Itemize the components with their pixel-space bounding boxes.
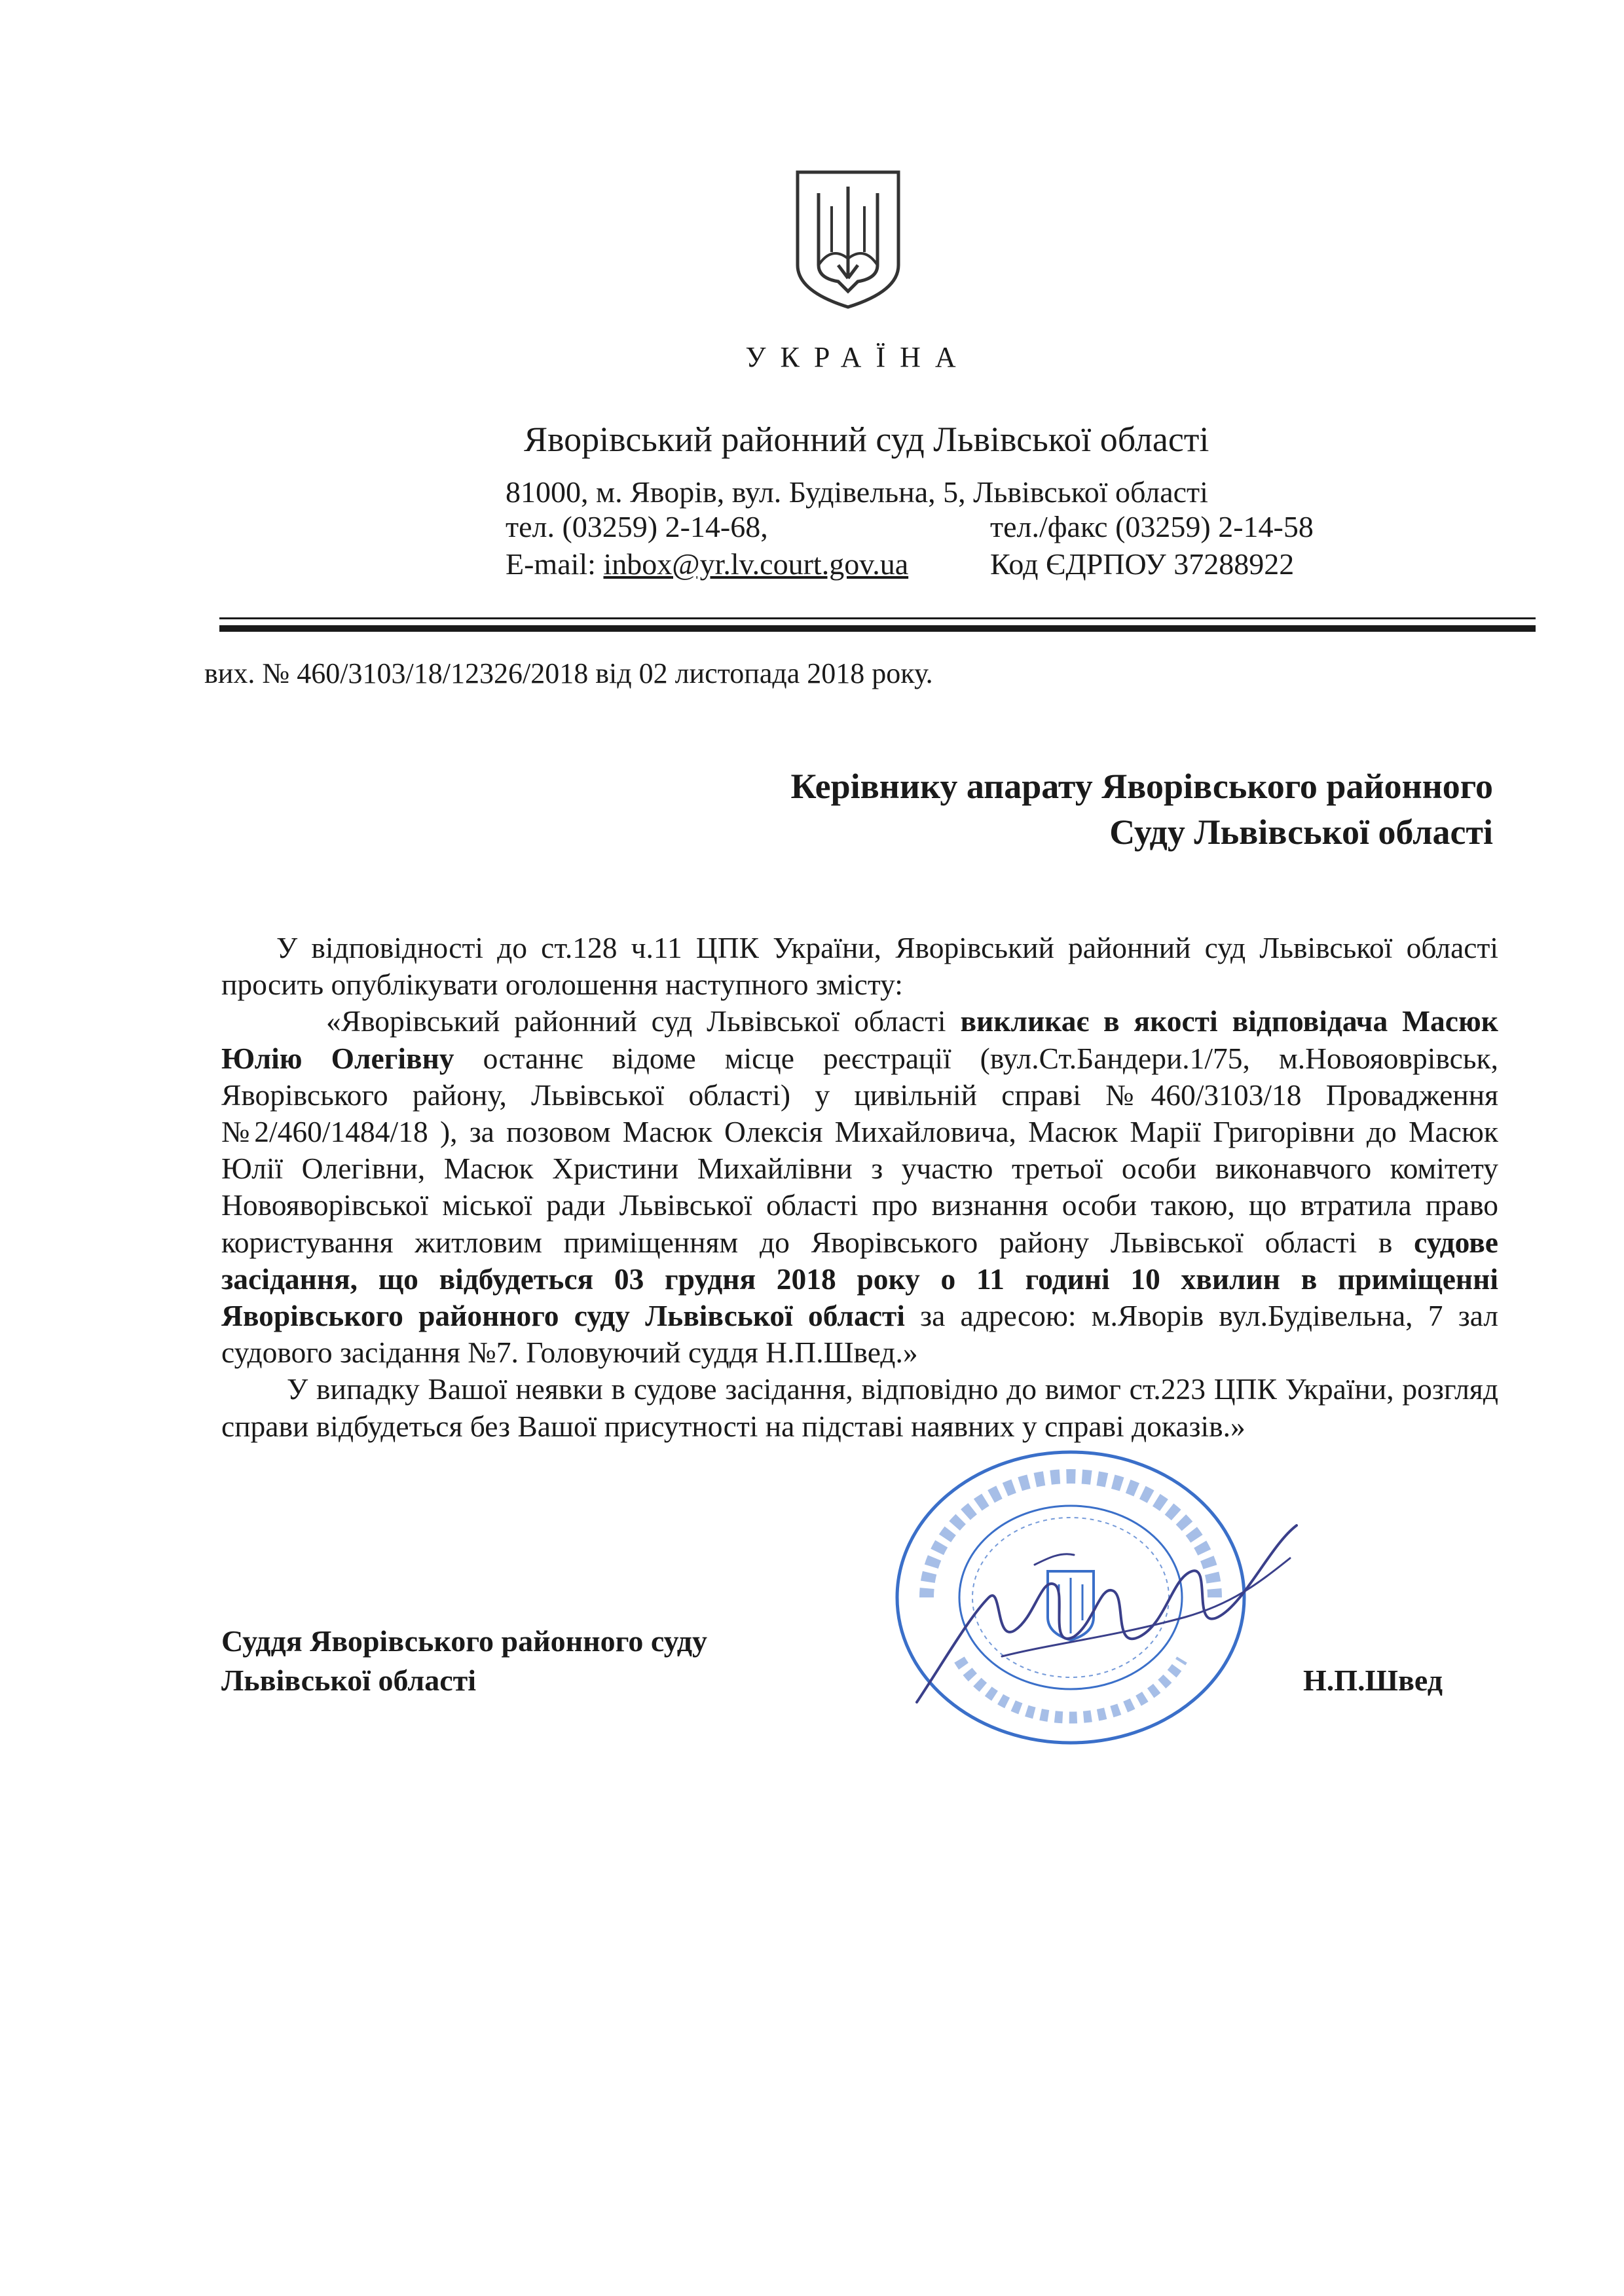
p2-part-e: за адресою: м.Яворів вул.Будівельна, 7 зал судового засідання №7. Головуючий суддя Н.П.Швед.» — [221, 1299, 1498, 1370]
email-link[interactable]: inbox@yr.lv.court.gov.ua — [603, 547, 909, 581]
body-paragraph-1: У відповідності до ст.128 ч.11 ЦПК України, Яворівський районний суд Львівської області просить опублікувати оголошення наступного змісту: — [221, 931, 1498, 1002]
p2-part-d: судове засідання, що відбудеться 03 грудня 2018 року о 11 годині 10 хвилин в приміщенні Яворівського районного суду Львівської області — [221, 1225, 1498, 1333]
court-name: Яворівський районний суд Львівської області — [524, 420, 1209, 459]
signatory-title-line-2: Львівської області — [221, 1664, 477, 1697]
email-label: E-mail: — [506, 547, 604, 581]
court-edrpou: Код ЄДРПОУ 37288922 — [990, 547, 1295, 581]
body-paragraph-3: У випадку Вашої неявки в судове засідання, відповідно до вимог ст.223 ЦПК України, розгляд справи відбудеться без Вашої присутності на підставі наявних у справі доказів.» — [221, 1372, 1498, 1443]
body-paragraph-2 — [221, 1003, 1498, 1371]
court-email-line — [506, 547, 908, 581]
handwritten-signature — [904, 1506, 1310, 1722]
signatory-name: Н.П.Швед — [1303, 1664, 1443, 1697]
p2-part-a: «Яворівський районний суд Львівської області — [326, 1004, 961, 1038]
court-address: 81000, м. Яворів, вул. Будівельна, 5, Львівської області — [506, 475, 1208, 509]
letter-body — [221, 930, 1498, 1445]
coat-of-arms-icon — [792, 167, 904, 312]
header-divider-thick — [219, 625, 1536, 632]
country-heading: УКРАЇНА — [745, 341, 970, 373]
court-phone: тел. (03259) 2-14-68, — [506, 510, 768, 543]
signatory-title-line-1: Суддя Яворівського районного суду — [221, 1624, 708, 1658]
court-fax: тел./факс (03259) 2-14-58 — [990, 510, 1314, 543]
addressee-line-2: Суду Львівської області — [1109, 812, 1493, 852]
p2-part-b: викликає в якості відповідача Масюк Юлію Олегівну — [221, 1004, 1498, 1075]
header-divider-thin — [219, 617, 1536, 619]
outgoing-reference: вих. № 460/3103/18/12326/2018 від 02 листопада 2018 року. — [204, 657, 933, 689]
p2-part-c: останнє відоме місце реєстрації (вул.Ст.Бандери.1/75, м.Новояоврівськ, Яворівського району, Львівської області) у цивільній справі №460/3103/18 Провадження №2/460/1484/18 ), за позовом Масюк Олексія Михайловича, Масюк Марії Григорівни до Масюк Юлії Олегівни, Масюк Христини Михайлівни з участю третьої особи виконавчого комітету Новояворівської міської ради Львівської області про визнання особи такою, що втратила право користування житловим приміщенням до Яворівського району Львівської області в — [221, 1041, 1498, 1259]
addressee-line-1: Керівнику апарату Яворівського районного — [790, 767, 1493, 806]
